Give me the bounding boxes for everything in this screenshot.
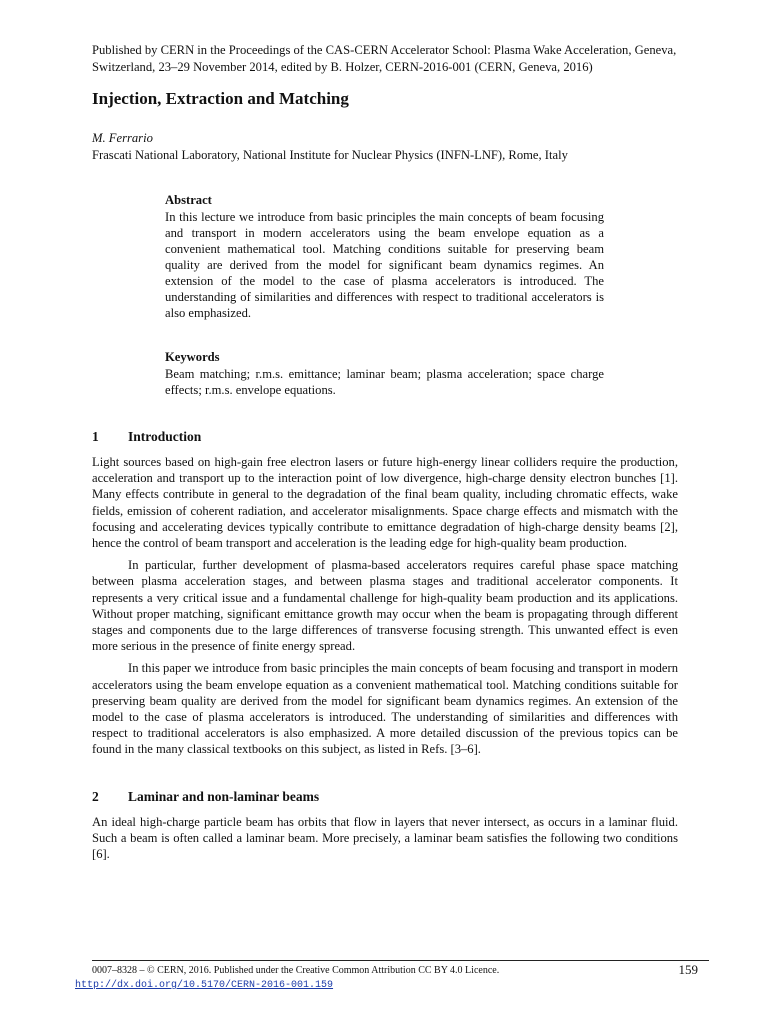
doi-link[interactable]: http://dx.doi.org/10.5170/CERN-2016-001.159 [75,980,334,991]
intro-paragraph: In particular, further development of plasma-based accelerators requires careful phase space matching between plasma acceleration stages, and between plasma stages and traditional accelerator components. It represents a very critical issue and a fundamental challenge for high-quality beam production and its applications. Without proper matching, significant emittance growth may occur when the beam is propagating through different stages and components due to the large differences of transverse focusing strength. This unwanted effect is even more serious in the presence of finite energy spread. [92,558,678,654]
keywords-section [165,349,604,398]
author-name: M. Ferrario [92,131,153,145]
footer-divider [92,960,709,961]
license-note: 0007–8328 – © CERN, 2016. Published under the Creative Common Attribution CC BY 4.0 Licence. [92,965,500,976]
section-heading-introduction [92,428,678,446]
abstract-section [165,192,604,321]
section-title: Introduction [128,429,202,444]
publication-note: Published by CERN in the Proceedings of the CAS-CERN Accelerator School: Plasma Wake Acceleration, Geneva, Switzerland, 23–29 November 2014, edited by B. Holzer, CERN-2016-001 (CERN, Geneva, 2016) [92,43,677,74]
keywords-text: Beam matching; r.m.s. emittance; laminar beam; plasma acceleration; space charge effects; r.m.s. envelope equations. [165,367,604,397]
section-title: Laminar and non-laminar beams [128,788,320,804]
page-number: 159 [678,962,698,977]
abstract-heading: Abstract [165,193,212,207]
paper-title: Injection, Extraction and Matching [92,89,349,108]
section-heading-laminar-beams [92,788,678,806]
section-number: 1 [92,429,99,444]
section-number: 2 [92,788,99,804]
laminar-paragraph: An ideal high-charge particle beam has orbits that flow in layers that never intersect, as occurs in a laminar fluid. Such a beam is often called a laminar beam. More precisely, a laminar beam satisfies the following two conditions [6]. [92,814,678,862]
paper-page [92,42,678,862]
intro-paragraph: In this paper we introduce from basic principles the main concepts of beam focusing and transport in modern accelerators using the beam envelope equation as a convenient mathematical tool. Matching conditions suitable for preserving beam quality are derived from the model for significant beam dynamics regimes. An extension of the model to the case of plasma accelerators is introduced. The understanding of similarities and differences with respect to traditional accelerators is also emphasized. A more detailed discussion of the previous topics can be found in the many classical textbooks on this subject, as listed in Refs. [3–6]. [92,661,678,757]
abstract-text: In this lecture we introduce from basic principles the main concepts of beam focusing and transport in modern accelerators using the beam envelope equation as a convenient mathematical tool. Matching conditions suitable for preserving beam quality are derived from the model for significant beam dynamics regimes. An extension of the model to the case of plasma accelerators is introduced. The understanding of similarities and differences with respect to traditional accelerators is also emphasized. [165,210,604,320]
intro-paragraph: Light sources based on high-gain free electron lasers or future high-energy linear colliders require the production, acceleration and transport up to the interaction point of low divergence, high-charge density electron bunches [1]. Many effects contribute in general to the degradation of the final beam quality, including chromatic effects, wake fields, emission of coherent radiation, and accelerator misalignments. Space charge effects and mismatch with the focusing and accelerating devices typically contribute to emittance degradation of high-charge density beams [2], hence the control of beam transport and acceleration is the leading edge for high-quality beam production. [92,455,678,551]
author-affiliation: Frascati National Laboratory, National Institute for Nuclear Physics (INFN-LNF), Rome, Italy [92,148,568,162]
keywords-heading: Keywords [165,350,220,364]
